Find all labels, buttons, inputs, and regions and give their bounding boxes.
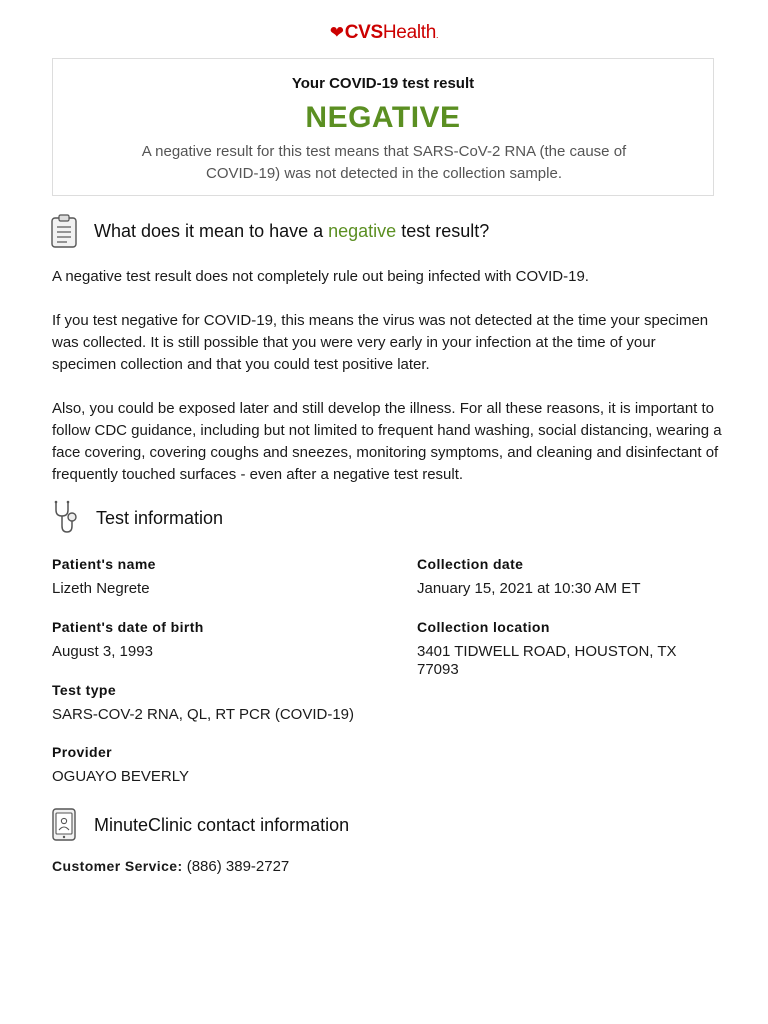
meaning-title-suffix: test result? <box>396 221 490 241</box>
test-type-value: SARS-COV-2 RNA, QL, RT PCR (COVID-19) <box>52 706 355 723</box>
meaning-paragraph-1: A negative test result does not completely rule out being infected with COVID-19. <box>52 268 589 285</box>
collection-location-value: 3401 TIDWELL ROAD, HOUSTON, TX 77093 <box>417 643 677 678</box>
contact-title: MinuteClinic contact information <box>94 815 350 835</box>
customer-service-line <box>52 858 289 875</box>
customer-service-phone[interactable]: (886) 389-2727 <box>182 858 290 875</box>
collection-location-label: Collection location <box>417 619 550 635</box>
stethoscope-icon <box>50 500 78 534</box>
contact-section-header <box>50 807 730 841</box>
logo-brand: CVS <box>344 22 383 43</box>
dob-field <box>52 618 382 661</box>
meaning-paragraph-3: Also, you could be exposed later and still develop the illness. For all these reasons, it is important to follow CDC guidance, including but not limited to frequent hand washing, social distancing, wearing a face covering, covering coughs and sneezes, monitoring symptoms, and cleaning and disinfectant of frequently touched surfaces - even after a negative test result. <box>52 400 722 483</box>
collection-location-field <box>417 618 707 679</box>
provider-field <box>52 743 382 786</box>
collection-date-value: January 15, 2021 at 10:30 AM ET <box>417 580 641 597</box>
patient-name-field <box>52 555 382 598</box>
logo-mark: . <box>436 30 439 40</box>
logo-health: Health <box>382 22 437 43</box>
collection-date-field <box>417 555 747 598</box>
result-value: NEGATIVE <box>305 101 461 134</box>
meaning-title <box>94 221 489 242</box>
test-info-title: Test information <box>96 508 224 528</box>
result-description: A negative result for this test means that SARS-CoV-2 RNA (the cause of COVID-19) was not detected in the collection sample. <box>141 143 627 182</box>
provider-value: OGUAYO BEVERLY <box>52 768 189 785</box>
patient-name-value: Lizeth Negrete <box>52 580 150 597</box>
meaning-section-header <box>50 214 730 248</box>
dob-label: Patient's date of birth <box>52 619 204 635</box>
clipboard-icon <box>50 214 78 248</box>
test-info-section-header <box>50 500 730 534</box>
heart-icon: ❤ <box>329 23 344 42</box>
phone-icon <box>50 807 78 841</box>
patient-name-label: Patient's name <box>52 556 156 572</box>
result-title: Your COVID-19 test result <box>291 75 475 92</box>
cvs-health-logo <box>0 22 768 46</box>
test-type-field <box>52 681 382 724</box>
collection-date-label: Collection date <box>417 556 524 572</box>
result-card <box>52 58 714 196</box>
provider-label: Provider <box>52 744 112 760</box>
meaning-paragraph-2: If you test negative for COVID-19, this means the virus was not detected at the time your specimen was collected. It is still possible that you were very early in your infection at the time of your specimen collection and that you could test positive later. <box>52 312 709 373</box>
customer-service-label: Customer Service: <box>52 858 183 874</box>
test-type-label: Test type <box>52 682 117 698</box>
dob-value: August 3, 1993 <box>52 643 153 660</box>
meaning-title-accent: negative <box>328 221 397 241</box>
meaning-title-prefix: What does it mean to have a <box>94 221 329 241</box>
